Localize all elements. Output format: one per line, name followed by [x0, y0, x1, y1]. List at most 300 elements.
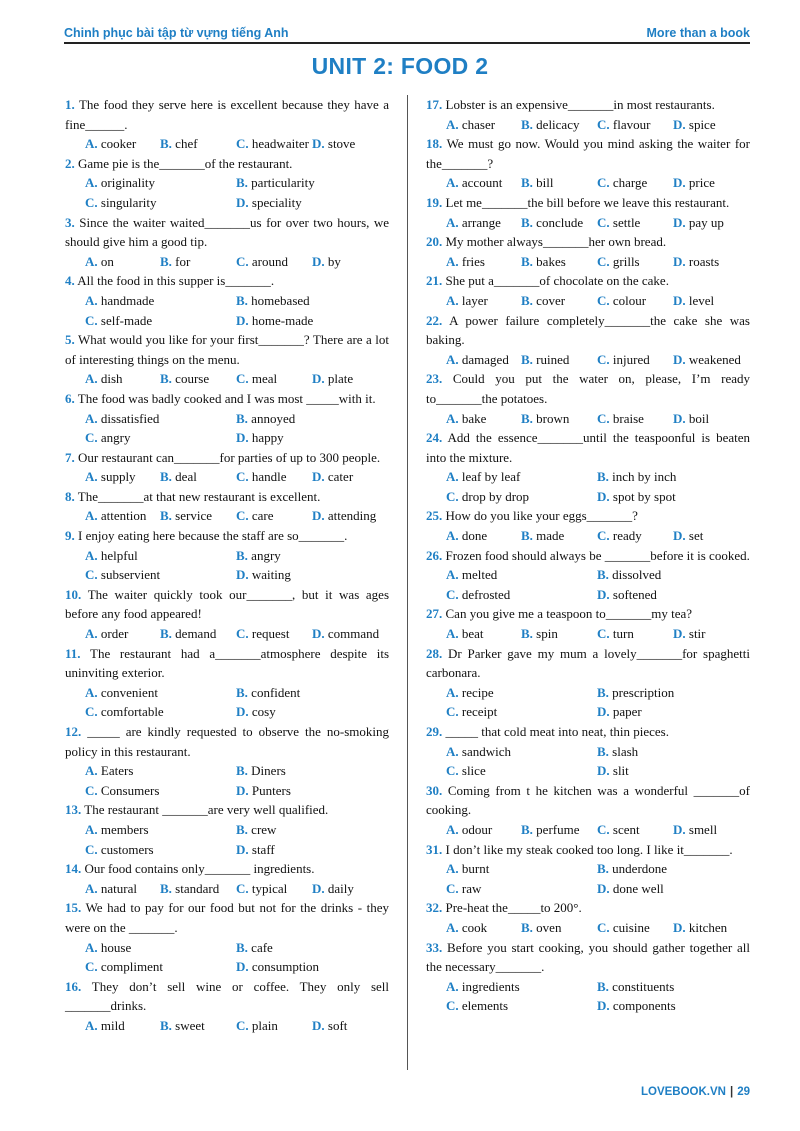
option-letter: B. [236, 292, 248, 308]
question-text [426, 938, 750, 977]
option-text: conclude [536, 214, 584, 230]
option-letter: D. [312, 136, 325, 152]
question-stem: My mother always_______her own bread. [445, 234, 667, 250]
option-c[interactable] [597, 409, 644, 429]
option-letter: D. [597, 880, 610, 896]
question-23 [426, 369, 750, 428]
option-letter: B. [521, 253, 533, 269]
option-letter: B. [236, 939, 248, 955]
option-text: staff [251, 841, 275, 857]
option-b[interactable] [236, 173, 315, 193]
question-number: 32. [426, 900, 443, 916]
option-text: bill [536, 175, 554, 191]
option-d[interactable] [673, 350, 741, 370]
question-text [65, 213, 389, 252]
option-text: command [327, 626, 380, 642]
option-c[interactable] [236, 1016, 278, 1036]
option-letter: A. [85, 939, 98, 955]
option-d[interactable] [312, 506, 376, 526]
question-text [65, 526, 389, 546]
question-13 [65, 800, 389, 859]
option-letter: C. [597, 821, 610, 837]
option-b[interactable] [521, 820, 579, 840]
option-text: helpful [100, 547, 138, 563]
option-c[interactable] [236, 134, 309, 154]
option-a[interactable] [446, 115, 495, 135]
option-b[interactable] [521, 213, 583, 233]
question-number: 26. [426, 547, 443, 563]
option-a[interactable] [446, 467, 520, 487]
option-a[interactable] [446, 213, 501, 233]
option-letter: C. [597, 175, 610, 191]
option-d[interactable] [312, 1016, 347, 1036]
option-letter: C. [85, 704, 98, 720]
options-row [426, 526, 750, 546]
option-letter: A. [85, 684, 98, 700]
option-text: natural [100, 880, 137, 896]
option-letter: D. [236, 704, 249, 720]
right-column [426, 95, 750, 1016]
option-d[interactable] [236, 428, 284, 448]
option-text: headwaiter [251, 136, 309, 152]
option-letter: D. [236, 841, 249, 857]
option-text: boil [688, 410, 710, 426]
option-b[interactable] [236, 291, 310, 311]
question-22 [426, 311, 750, 370]
option-c[interactable] [236, 506, 274, 526]
option-d[interactable] [312, 369, 353, 389]
question-number: 16. [65, 978, 82, 994]
question-text [65, 722, 389, 761]
option-text: bake [461, 410, 487, 426]
option-text: supply [100, 469, 136, 485]
option-a[interactable] [85, 820, 149, 840]
option-letter: C. [597, 116, 610, 132]
option-c[interactable] [85, 840, 154, 860]
option-d[interactable] [673, 526, 703, 546]
option-text: constituents [612, 978, 675, 994]
option-letter: A. [446, 821, 459, 837]
option-c[interactable] [236, 879, 287, 899]
question-text [426, 781, 750, 820]
option-letter: D. [673, 626, 686, 642]
option-a[interactable] [85, 938, 131, 958]
option-b[interactable] [236, 938, 273, 958]
option-b[interactable] [521, 409, 569, 429]
options-row [426, 291, 750, 311]
question-stem: The food was badly cooked and I was most _____with it. [77, 390, 376, 406]
option-c[interactable] [597, 526, 642, 546]
option-b[interactable] [160, 1016, 205, 1036]
option-c[interactable] [446, 487, 529, 507]
option-letter: B. [521, 214, 533, 230]
option-d[interactable] [312, 467, 353, 487]
option-b[interactable] [521, 115, 579, 135]
option-b[interactable] [521, 252, 566, 272]
option-c[interactable] [236, 369, 277, 389]
options-row [65, 506, 389, 526]
option-letter: A. [446, 351, 459, 367]
option-d[interactable] [312, 624, 379, 644]
question-number: 20. [426, 234, 443, 250]
option-b[interactable] [597, 859, 667, 879]
question-number: 25. [426, 508, 443, 524]
option-letter: B. [521, 292, 533, 308]
option-letter: D. [236, 567, 249, 583]
option-d[interactable] [236, 840, 275, 860]
option-text: cook [461, 919, 488, 935]
option-letter: A. [85, 469, 98, 485]
option-text: level [688, 292, 715, 308]
option-text: convenient [100, 684, 158, 700]
options-row [65, 467, 389, 487]
option-b[interactable] [160, 252, 190, 272]
option-c[interactable] [85, 565, 160, 585]
option-letter: B. [597, 743, 609, 759]
question-stem: How do you like your eggs_______? [445, 508, 638, 524]
option-a[interactable] [446, 252, 485, 272]
option-text: confident [251, 684, 301, 700]
option-letter: D. [236, 312, 249, 328]
option-letter: A. [446, 116, 459, 132]
option-c[interactable] [597, 918, 650, 938]
option-d[interactable] [236, 957, 319, 977]
option-letter: A. [85, 175, 98, 191]
question-text [426, 271, 750, 291]
option-text: set [688, 528, 704, 544]
option-text: cuisine [612, 919, 650, 935]
option-b[interactable] [160, 506, 212, 526]
question-text [65, 95, 389, 134]
option-d[interactable] [236, 193, 302, 213]
option-d[interactable] [673, 624, 706, 644]
option-text: ingredients [461, 978, 520, 994]
option-letter: B. [597, 684, 609, 700]
option-c[interactable] [446, 761, 486, 781]
option-letter: A. [446, 978, 459, 994]
option-b[interactable] [597, 467, 676, 487]
option-letter: B. [236, 547, 248, 563]
option-text: chaser [461, 116, 496, 132]
option-letter: D. [673, 351, 686, 367]
option-letter: A. [85, 292, 98, 308]
option-letter: D. [312, 469, 325, 485]
option-c[interactable] [446, 702, 497, 722]
option-c[interactable] [85, 781, 159, 801]
option-a[interactable] [446, 977, 520, 997]
option-b[interactable] [236, 820, 276, 840]
option-d[interactable] [312, 134, 355, 154]
option-a[interactable] [446, 820, 492, 840]
option-letter: D. [312, 1017, 325, 1033]
option-b[interactable] [521, 526, 564, 546]
option-d[interactable] [673, 918, 727, 938]
option-text: damaged [461, 351, 509, 367]
option-letter: C. [85, 841, 98, 857]
question-6 [65, 389, 389, 448]
option-a[interactable] [85, 409, 159, 429]
option-b[interactable] [160, 134, 198, 154]
option-d[interactable] [597, 702, 642, 722]
question-20 [426, 232, 750, 271]
option-letter: B. [521, 410, 533, 426]
option-c[interactable] [446, 996, 508, 1016]
options-row [65, 252, 389, 272]
option-letter: C. [236, 469, 249, 485]
option-text: cosy [251, 704, 276, 720]
option-c[interactable] [85, 311, 152, 331]
option-b[interactable] [521, 173, 554, 193]
option-a[interactable] [85, 879, 137, 899]
option-d[interactable] [312, 879, 354, 899]
question-stem: A power failure completely_______the cake she was baking. [426, 312, 750, 348]
question-stem: Add the essence_______until the teaspoonful is beaten into the mixture. [426, 430, 750, 465]
option-a[interactable] [85, 467, 136, 487]
question-stem: The_______at that new restaurant is excellent. [77, 488, 321, 504]
options-row [426, 213, 750, 233]
option-d[interactable] [673, 291, 714, 311]
option-text: injured [612, 351, 650, 367]
option-text: house [100, 939, 132, 955]
option-d[interactable] [236, 565, 291, 585]
option-c[interactable] [597, 115, 650, 135]
option-b[interactable] [597, 565, 661, 585]
option-b[interactable] [236, 683, 300, 703]
option-b[interactable] [236, 761, 286, 781]
option-c[interactable] [597, 213, 640, 233]
option-a[interactable] [446, 624, 484, 644]
option-c[interactable] [85, 428, 131, 448]
option-b[interactable] [521, 918, 561, 938]
options-row [65, 957, 389, 977]
option-b[interactable] [160, 624, 216, 644]
option-a[interactable] [85, 546, 138, 566]
options-row [65, 565, 389, 585]
option-b[interactable] [521, 624, 558, 644]
option-letter: A. [446, 410, 459, 426]
option-d[interactable] [312, 252, 341, 272]
options-row [65, 546, 389, 566]
question-text [426, 95, 750, 115]
option-b[interactable] [597, 977, 674, 997]
question-stem: Let me_______the bill before we leave this restaurant. [445, 194, 730, 210]
question-number: 30. [426, 782, 443, 798]
option-text: angry [100, 430, 131, 446]
question-text [426, 722, 750, 742]
options-row [426, 702, 750, 722]
question-text [426, 232, 750, 252]
option-a[interactable] [446, 409, 486, 429]
option-a[interactable] [85, 369, 123, 389]
option-letter: A. [446, 919, 459, 935]
option-c[interactable] [446, 585, 510, 605]
question-number: 18. [426, 136, 443, 152]
option-letter: A. [85, 508, 98, 524]
option-text: dissatisfied [100, 410, 160, 426]
option-text: speciality [251, 194, 302, 210]
option-text: paper [612, 704, 642, 720]
option-text: demand [175, 626, 217, 642]
option-text: particularity [251, 175, 315, 191]
option-a[interactable] [446, 565, 497, 585]
option-c[interactable] [597, 624, 634, 644]
option-letter: D. [312, 253, 325, 269]
question-number: 6. [65, 390, 75, 406]
option-a[interactable] [446, 918, 487, 938]
option-d[interactable] [673, 115, 716, 135]
question-number: 13. [65, 802, 82, 818]
question-stem: _____ are kindly requested to observe the no-smoking policy in this restaurant. [65, 724, 390, 759]
option-letter: D. [597, 586, 610, 602]
option-b[interactable] [236, 546, 281, 566]
option-c[interactable] [597, 173, 647, 193]
option-a[interactable] [446, 859, 489, 879]
question-text [426, 311, 750, 350]
option-text: crew [251, 821, 277, 837]
option-letter: B. [236, 821, 248, 837]
option-letter: A. [85, 880, 98, 896]
option-letter: D. [673, 528, 686, 544]
option-b[interactable] [160, 369, 209, 389]
option-d[interactable] [673, 252, 719, 272]
question-text [426, 134, 750, 173]
option-letter: D. [236, 430, 249, 446]
option-text: charge [612, 175, 648, 191]
option-text: kitchen [688, 919, 728, 935]
option-b[interactable] [521, 350, 569, 370]
option-text: chef [175, 136, 198, 152]
option-letter: C. [597, 214, 610, 230]
option-d[interactable] [236, 311, 313, 331]
page-number: 29 [737, 1086, 750, 1098]
option-a[interactable] [85, 683, 158, 703]
option-c[interactable] [85, 957, 163, 977]
options-row [426, 820, 750, 840]
option-b[interactable] [597, 742, 638, 762]
option-text: flavour [612, 116, 651, 132]
option-b[interactable] [160, 879, 219, 899]
option-c[interactable] [85, 193, 157, 213]
question-stem: Our restaurant can_______for parties of up to 300 people. [78, 449, 381, 465]
option-text: Diners [251, 763, 286, 779]
option-text: handmade [100, 292, 155, 308]
question-14 [65, 859, 389, 898]
option-c[interactable] [597, 820, 640, 840]
option-letter: C. [236, 136, 249, 152]
footer-separator: | [729, 1086, 734, 1098]
option-letter: A. [446, 626, 459, 642]
option-c[interactable] [446, 879, 481, 899]
option-a[interactable] [85, 173, 155, 193]
question-number: 11. [65, 645, 81, 661]
option-a[interactable] [446, 526, 487, 546]
options-row [65, 624, 389, 644]
options-row [426, 918, 750, 938]
option-letter: A. [446, 684, 459, 700]
option-d[interactable] [673, 173, 715, 193]
question-text [426, 644, 750, 683]
option-text: order [100, 626, 129, 642]
option-b[interactable] [521, 291, 565, 311]
option-a[interactable] [85, 506, 146, 526]
option-text: done [461, 528, 488, 544]
option-b[interactable] [160, 467, 197, 487]
option-c[interactable] [236, 624, 289, 644]
option-text: by [327, 253, 341, 269]
option-c[interactable] [85, 702, 164, 722]
question-number: 7. [65, 449, 75, 465]
option-text: beat [461, 626, 484, 642]
options-row [426, 996, 750, 1016]
option-d[interactable] [597, 879, 664, 899]
option-letter: A. [446, 469, 459, 485]
option-letter: A. [446, 253, 459, 269]
option-a[interactable] [446, 742, 511, 762]
question-number: 24. [426, 430, 443, 446]
question-text [426, 369, 750, 408]
option-d[interactable] [673, 820, 717, 840]
option-letter: A. [85, 821, 98, 837]
option-a[interactable] [446, 683, 494, 703]
option-c[interactable] [597, 252, 640, 272]
option-text: colour [612, 292, 647, 308]
option-text: braise [612, 410, 644, 426]
options-row [65, 1016, 389, 1036]
option-a[interactable] [85, 134, 136, 154]
option-a[interactable] [446, 291, 488, 311]
option-letter: A. [85, 410, 98, 426]
question-text [426, 604, 750, 624]
option-a[interactable] [446, 173, 502, 193]
option-c[interactable] [597, 350, 650, 370]
header-slogan: More than a book [646, 26, 750, 40]
option-a[interactable] [446, 350, 509, 370]
option-a[interactable] [85, 1016, 125, 1036]
question-stem: Frozen food should always be _______before it is cooked. [445, 547, 750, 563]
option-c[interactable] [236, 467, 287, 487]
option-text: customers [100, 841, 154, 857]
option-text: plain [251, 1017, 278, 1033]
option-c[interactable] [236, 252, 288, 272]
option-letter: A. [85, 253, 98, 269]
option-letter: A. [85, 1017, 98, 1033]
option-b[interactable] [597, 683, 674, 703]
option-b[interactable] [236, 409, 295, 429]
option-a[interactable] [85, 291, 154, 311]
option-text: ready [612, 528, 642, 544]
option-c[interactable] [597, 291, 646, 311]
option-letter: D. [597, 998, 610, 1014]
option-a[interactable] [85, 761, 133, 781]
question-16 [65, 977, 389, 1036]
option-d[interactable] [597, 487, 676, 507]
option-d[interactable] [236, 781, 291, 801]
option-d[interactable] [673, 213, 724, 233]
option-d[interactable] [597, 996, 676, 1016]
option-a[interactable] [85, 624, 128, 644]
option-text: cater [327, 469, 354, 485]
option-text: burnt [461, 861, 490, 877]
question-text [65, 271, 389, 291]
option-d[interactable] [597, 585, 657, 605]
option-d[interactable] [597, 761, 629, 781]
option-a[interactable] [85, 252, 114, 272]
option-letter: B. [521, 116, 533, 132]
option-d[interactable] [673, 409, 709, 429]
option-letter: D. [312, 880, 325, 896]
option-text: daily [327, 880, 354, 896]
option-d[interactable] [236, 702, 276, 722]
